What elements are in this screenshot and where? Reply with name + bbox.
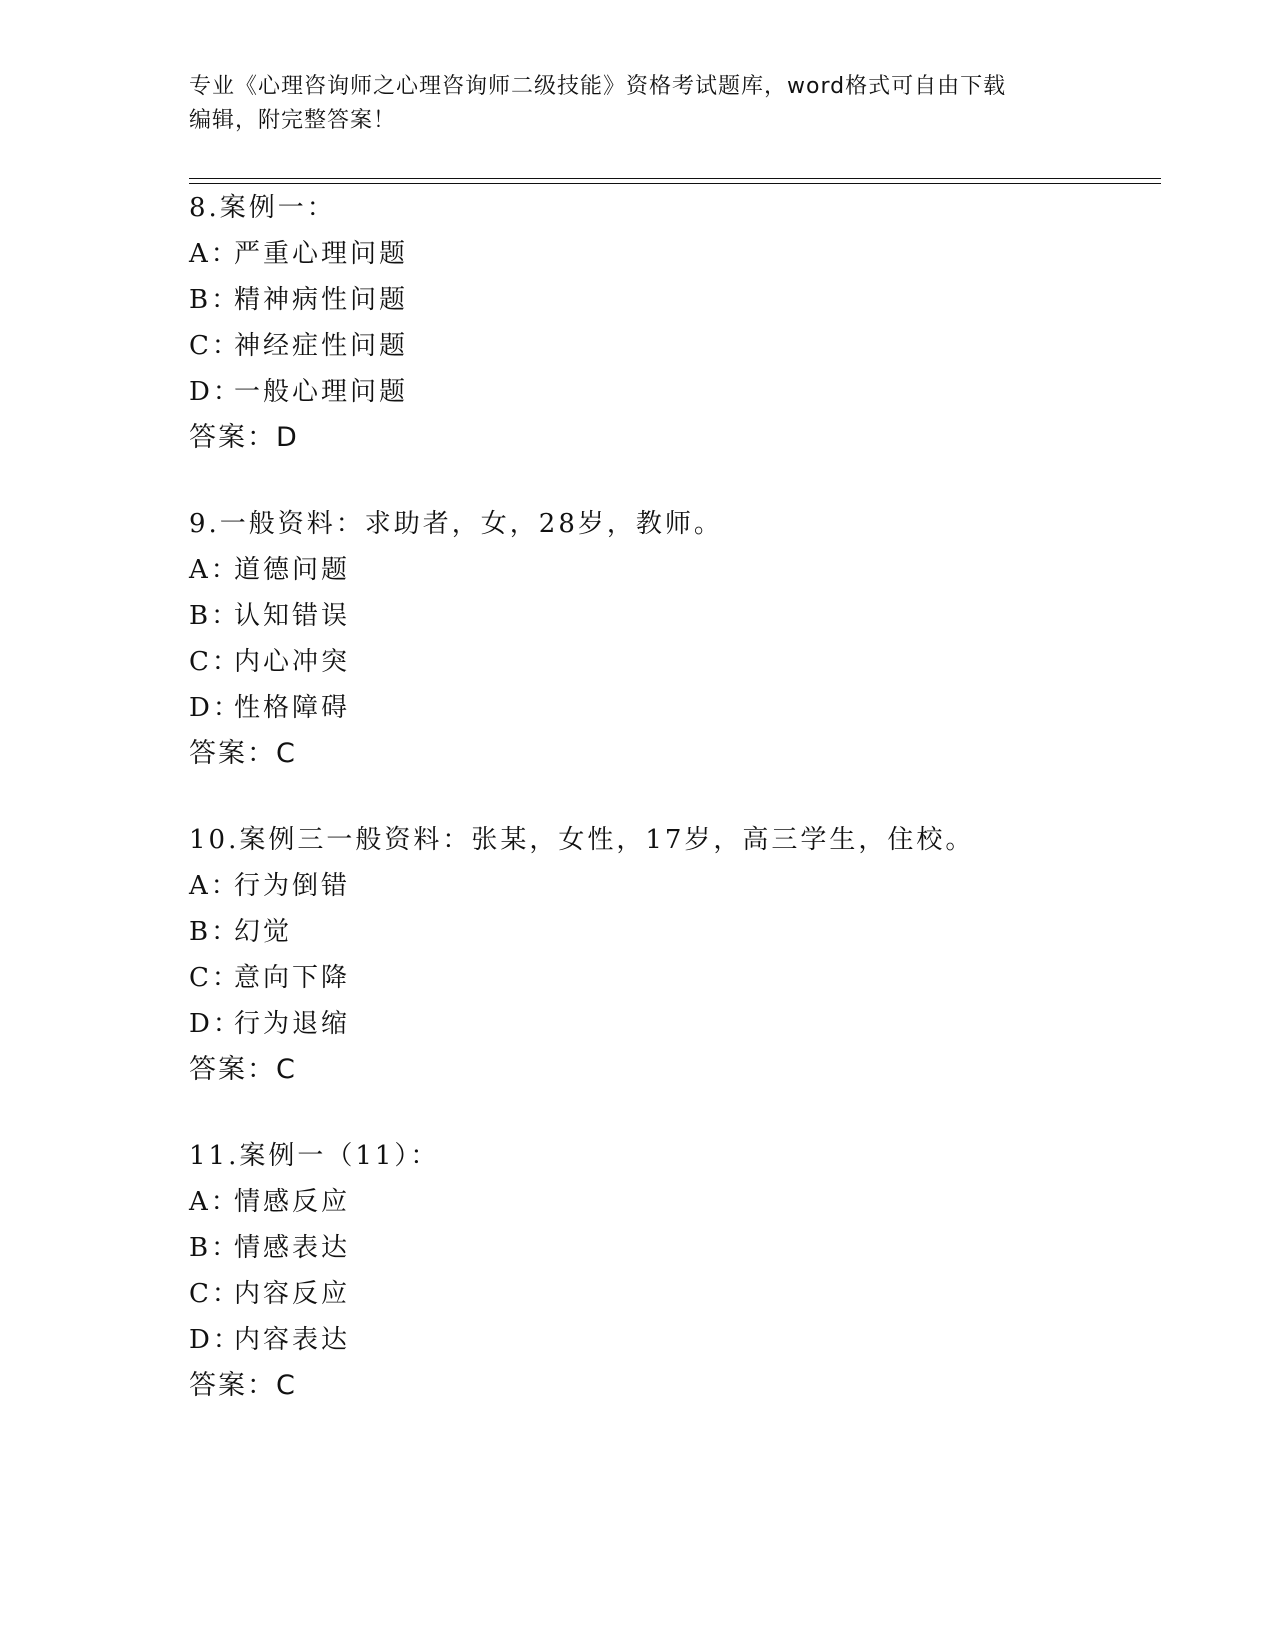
- answer-line: 答案：C: [189, 738, 297, 769]
- option-text: 内容表达: [234, 1325, 351, 1355]
- option-text: 精神病性问题: [234, 285, 409, 315]
- question-11: [189, 1133, 1189, 1409]
- question-title: 8.案例一：: [189, 193, 336, 223]
- document-header: [189, 70, 1089, 138]
- option-text: 严重心理问题: [234, 239, 409, 269]
- question-10: [189, 817, 1189, 1093]
- option-text: 一般心理问题: [234, 377, 409, 407]
- header-divider-bottom: [189, 183, 1161, 184]
- question-9: [189, 501, 1189, 777]
- header-divider-top: [189, 178, 1161, 179]
- option-c: [189, 323, 1189, 369]
- option-text: 认知错误: [234, 601, 351, 631]
- option-text: 行为退缩: [234, 1009, 351, 1039]
- option-letter: D：: [189, 1009, 242, 1039]
- option-letter: B：: [189, 285, 241, 315]
- option-c: [189, 639, 1189, 685]
- option-letter: D：: [189, 377, 242, 407]
- option-letter: D：: [189, 1325, 242, 1355]
- option-letter: A：: [189, 555, 240, 585]
- question-title: 10.案例三一般资料：张某，女性，17岁，高三学生，住校。: [189, 825, 975, 855]
- header-line-2: 编辑，附完整答案！: [189, 108, 397, 133]
- option-letter: A：: [189, 1187, 240, 1217]
- option-c: [189, 955, 1189, 1001]
- option-text: 神经症性问题: [234, 331, 409, 361]
- option-letter: A：: [189, 239, 240, 269]
- option-letter: C：: [189, 1279, 241, 1309]
- option-d: [189, 1001, 1189, 1047]
- option-letter: B：: [189, 601, 241, 631]
- question-8: [189, 185, 1189, 461]
- option-a: [189, 863, 1189, 909]
- option-text: 道德问题: [234, 555, 351, 585]
- option-a: [189, 547, 1189, 593]
- question-title: 11.案例一（11）：: [189, 1141, 440, 1171]
- option-letter: C：: [189, 647, 241, 677]
- header-line-1: 专业《心理咨询师之心理咨询师二级技能》资格考试题库，word格式可自由下载: [189, 74, 1007, 99]
- option-b: [189, 1225, 1189, 1271]
- option-letter: D：: [189, 693, 242, 723]
- option-b: [189, 909, 1189, 955]
- option-text: 幻觉: [234, 917, 293, 947]
- option-text: 情感表达: [234, 1233, 351, 1263]
- option-b: [189, 277, 1189, 323]
- option-text: 性格障碍: [234, 693, 351, 723]
- question-title: 9.一般资料：求助者，女，28岁，教师。: [189, 509, 723, 539]
- option-d: [189, 369, 1189, 415]
- option-b: [189, 593, 1189, 639]
- option-text: 行为倒错: [234, 871, 351, 901]
- option-text: 情感反应: [234, 1187, 351, 1217]
- option-text: 内心冲突: [234, 647, 351, 677]
- option-letter: B：: [189, 1233, 241, 1263]
- option-letter: B：: [189, 917, 241, 947]
- option-text: 意向下降: [234, 963, 351, 993]
- option-letter: C：: [189, 963, 241, 993]
- option-a: [189, 231, 1189, 277]
- option-letter: C：: [189, 331, 241, 361]
- answer-line: 答案：C: [189, 1054, 297, 1085]
- option-c: [189, 1271, 1189, 1317]
- option-letter: A：: [189, 871, 240, 901]
- option-text: 内容反应: [234, 1279, 351, 1309]
- answer-line: 答案：D: [189, 422, 299, 453]
- option-d: [189, 1317, 1189, 1363]
- answer-line: 答案：C: [189, 1370, 297, 1401]
- option-a: [189, 1179, 1189, 1225]
- option-d: [189, 685, 1189, 731]
